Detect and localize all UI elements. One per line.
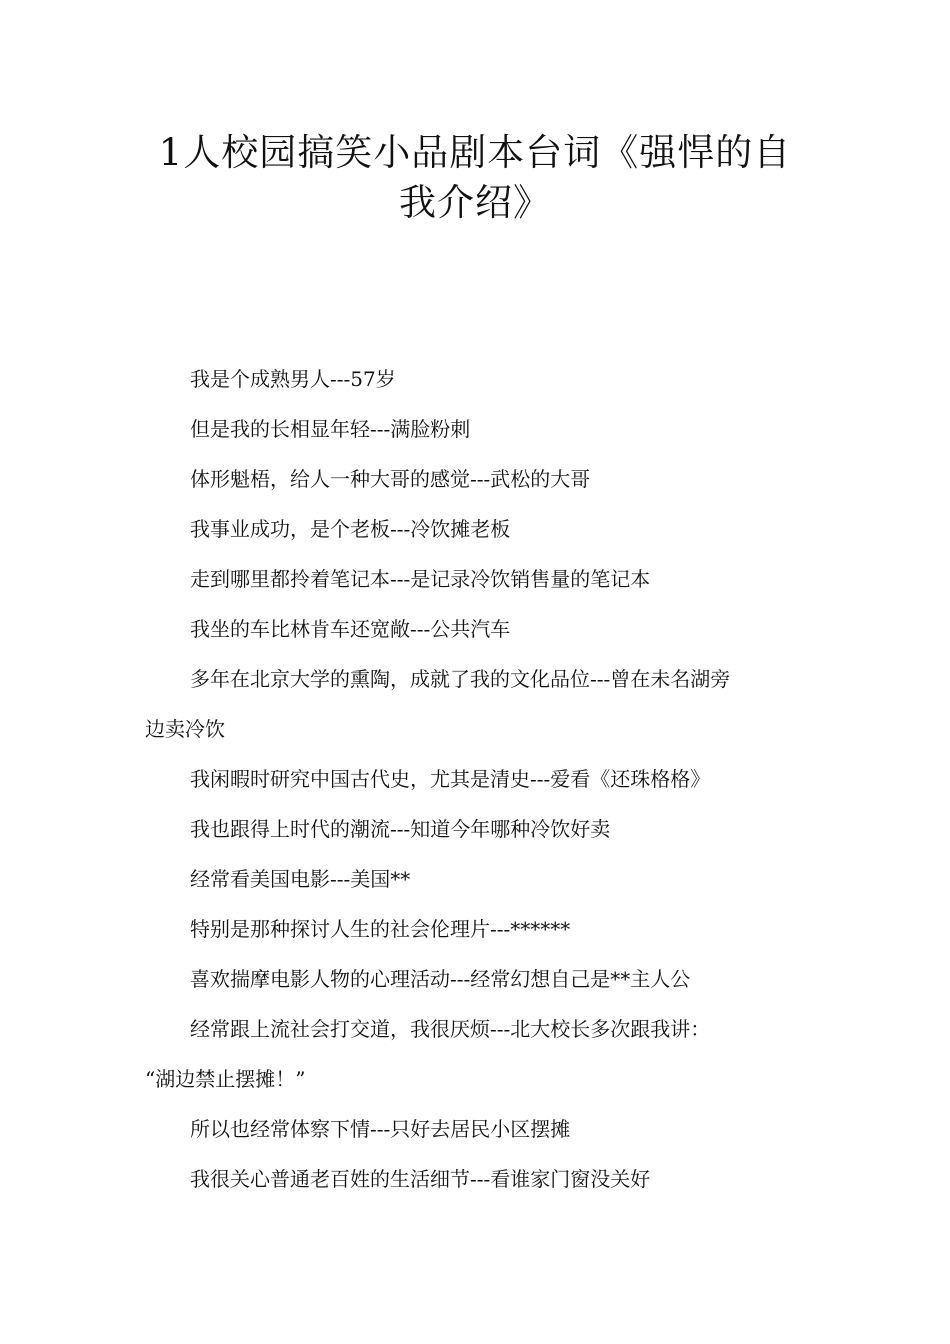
script-line: 我闲暇时研究中国古代史，尤其是清史---爱看《还珠格格》 — [190, 767, 711, 791]
script-line: 走到哪里都拎着笔记本---是记录冷饮销售量的笔记本 — [190, 567, 651, 591]
script-line: 我事业成功，是个老板---冷饮摊老板 — [190, 517, 511, 541]
script-line: 体形魁梧，给人一种大哥的感觉---武松的大哥 — [190, 467, 591, 491]
script-line: 我很关心普通老百姓的生活细节---看谁家门窗没关好 — [190, 1167, 651, 1191]
title-line-2: 我介绍》 — [399, 181, 551, 224]
script-line: 我也跟得上时代的潮流---知道今年哪种冷饮好卖 — [190, 817, 611, 841]
script-line: 经常跟上流社会打交道，我很厌烦---北大校长多次跟我讲： “湖边禁止摆摊！” — [145, 1017, 711, 1091]
script-body — [145, 354, 815, 1204]
script-line: 多年在北京大学的熏陶，成就了我的文化品位---曾在未名湖旁 边卖冷饮 — [145, 667, 731, 741]
script-line: 经常看美国电影---美国** — [190, 867, 411, 891]
script-line: 喜欢揣摩电影人物的心理活动---经常幻想自己是**主人公 — [190, 967, 691, 991]
script-line: 特别是那种探讨人生的社会伦理片---****** — [190, 917, 571, 941]
script-line: 所以也经常体察下情---只好去居民小区摆摊 — [190, 1117, 571, 1141]
script-line: 我坐的车比林肯车还宽敞---公共汽车 — [190, 617, 511, 641]
script-line: 但是我的长相显年轻---满脸粉刺 — [190, 417, 471, 441]
document-title — [120, 128, 830, 228]
script-line: 我是个成熟男人---57岁 — [190, 367, 396, 391]
title-line-1: 1人校园搞笑小品剧本台词《强悍的自 — [158, 131, 792, 174]
